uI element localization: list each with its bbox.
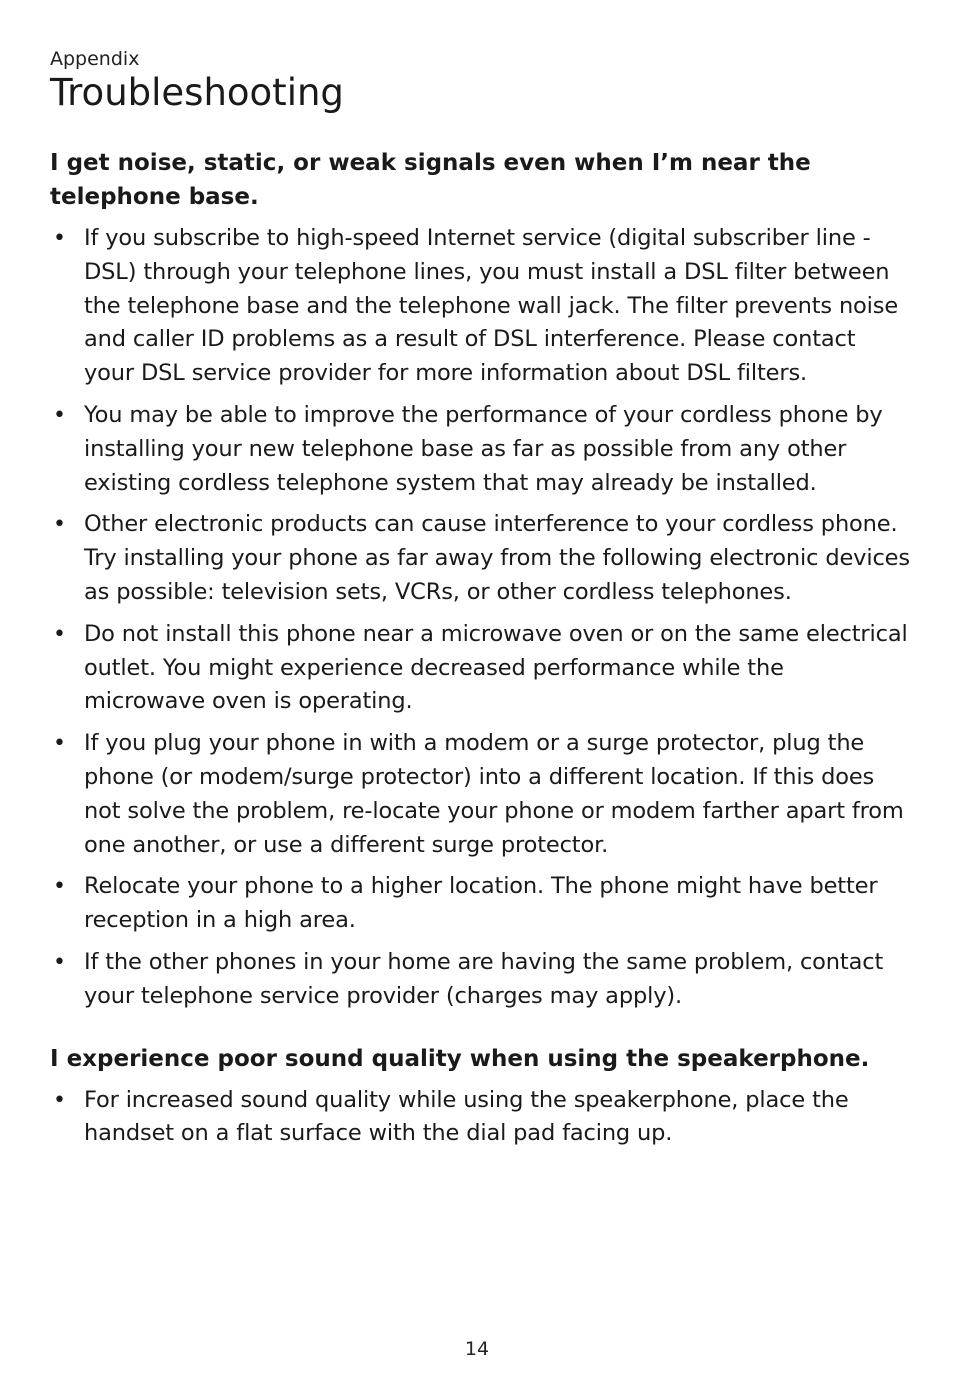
list-item xyxy=(50,222,910,391)
list-item-text: If the other phones in your home are having the same problem, contact your telephone service provider (charges may apply). xyxy=(84,948,884,1009)
bullet-list-speakerphone xyxy=(50,1084,910,1152)
list-item-text: If you plug your phone in with a modem or a surge protector, plug the phone (or modem/surge protector) into a different location. If this does not solve the problem, re-locate your phone or modem farther apart from one another, or use a different surge protector. xyxy=(84,730,904,858)
question-heading-noise: I get noise, static, or weak signals even when I’m near the telephone base. xyxy=(50,150,811,210)
list-item-text: You may be able to improve the performance of your cordless phone by installing your new telephone base as far as possible from any other existing cordless telephone system that may already be installed. xyxy=(84,401,883,496)
list-item xyxy=(50,946,910,1014)
bullet-list-noise xyxy=(50,222,910,1014)
page-number: 14 xyxy=(464,1338,490,1360)
list-item xyxy=(50,870,910,938)
bullet-icon: • xyxy=(53,402,66,428)
bullet-icon: • xyxy=(53,512,66,538)
list-item xyxy=(50,1084,910,1152)
content xyxy=(50,146,910,1159)
bullet-icon: • xyxy=(53,621,66,647)
list-item-text: Other electronic products can cause interference to your cordless phone. Try installing your phone as far away from the following electronic devices as possible: television sets, VCRs, or other cordless telephones. xyxy=(84,511,910,605)
bullet-icon: • xyxy=(53,874,66,900)
bullet-icon: • xyxy=(53,226,66,251)
list-item-text: Relocate your phone to a higher location. The phone might have better reception in a high area. xyxy=(84,873,878,934)
page-title: Troubleshooting xyxy=(50,71,344,114)
question-heading-speakerphone: I experience poor sound quality when using the speakerphone. xyxy=(50,1045,870,1072)
list-item xyxy=(50,727,910,862)
list-item xyxy=(50,399,910,500)
list-item xyxy=(50,618,910,719)
list-item-text: Do not install this phone near a microwave oven or on the same electrical outlet. You might experience decreased performance while the microwave oven is operating. xyxy=(84,620,908,715)
section-label: Appendix xyxy=(50,48,140,70)
list-item-text: For increased sound quality while using the speakerphone, place the handset on a flat surface with the dial pad facing up. xyxy=(84,1086,849,1147)
bullet-icon: • xyxy=(53,731,66,757)
bullet-icon: • xyxy=(53,949,66,975)
list-item xyxy=(50,508,910,609)
list-item-text: If you subscribe to high-speed Internet service (digital subscriber line - DSL) through your telephone lines, you must install a DSL filter between the telephone base and the telephone wall jack. The filter prevents noise and caller ID problems as a result of DSL interference. Please contact your DSL service provider for more information about DSL filters. xyxy=(84,225,899,387)
bullet-icon: • xyxy=(53,1087,66,1113)
